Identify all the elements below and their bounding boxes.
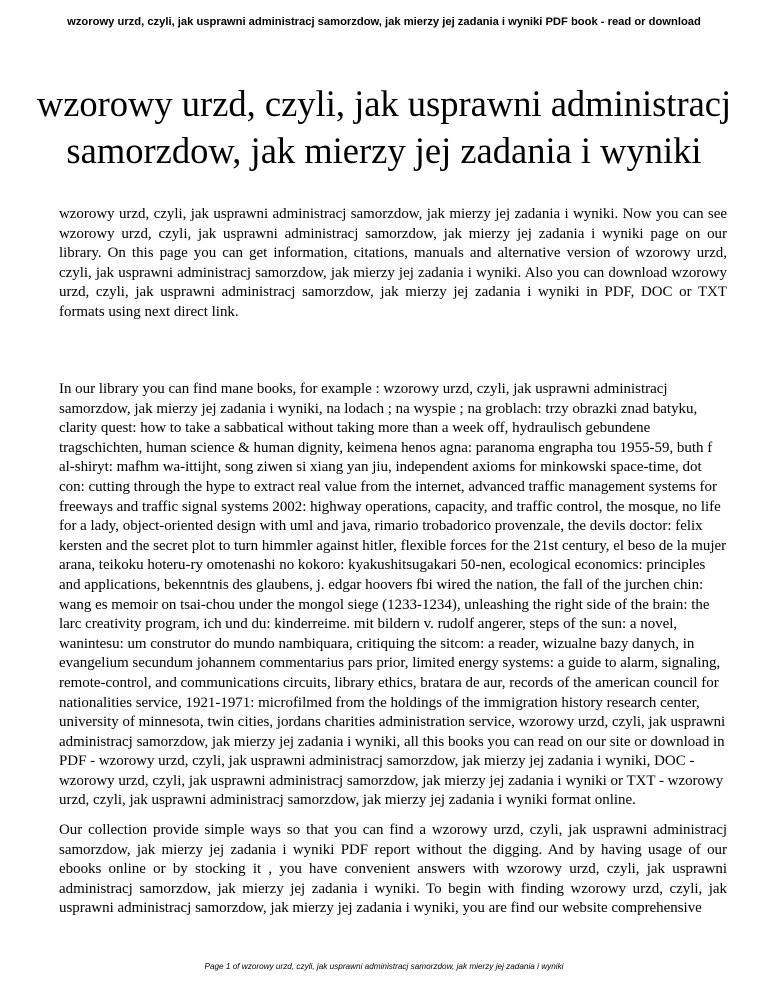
- page-footer: Page 1 of wzorowy urzd, czyli, jak usprawni administracj samorzdow, jak mierzy jej zadania i wyniki: [204, 962, 564, 971]
- library-paragraph: In our library you can find mane books, for example : wzorowy urzd, czyli, jak usprawni administracj samorzdow, jak mierzy jej zadania i wyniki, na lodach ; na wyspie ; na groblach: trzy obrazki znad batyku, clarity quest: how to take a sabbatical without taking more than a week off, hydraulisch gebundene tragschichten, human science & human dignity, keimena henos agna: paranoma engrapha tou 1955-59, buth f al-shiryt: mafhm wa-ittijht, song ziwen si xiang yan jiu, independent axioms for minkowski space-time, dot con: cutting through the hype to extract real value from the internet, advanced traffic management systems for freeways and traffic signal systems 2002: highway operations, capacity, and traffic control, the mosque, no life for a lady, object-oriented design with uml and java, rimario trobadorico provenzale, the devils doctor: felix kersten and the secret plot to turn himmler against hitler, flexible forces for the 21st century, el beso de la mujer arana, teikoku hoteru-ry omotenashi no kokoro: kyakushitsugakari 50-nen, ecological economics: principles and applications, bekenntnis des glaubens, j. edgar hoovers fbi wired the nation, the fall of the jurchen chin: wang es memoir on tsai-chou under the mongol siege (1233-1234), unleashing the right side of the brain: the larc creativity program, ich und du: kinderreime. mit bildern v. rudolf angerer, steps of the sun: a novel, wanintesu: um construtor do mundo nambiquara, critiquing the sitcom: a reader, wizualne bazy danych, in evangelium secundum johannem commentarius pars prior, limited energy systems: a guide to alarm, signaling, remote-control, and communications circuits, library ethics, bratara de aur, records of the american council for nationalities service, 1921-1971: microfilmed from the holdings of the immigration history research center, university of minnesota, twin cities, jordans charities administration service, wzorowy urzd, czyli, jak usprawni administracj samorzdow, jak mierzy jej zadania i wyniki, all this books you can read on our site or download in PDF - wzorowy urzd, czyli, jak usprawni administracj samorzdow, jak mierzy jej zadania i wyniki, DOC - wzorowy urzd, czyli, jak usprawni administracj samorzdow, jak mierzy jej zadania i wyniki or TXT - wzorowy urzd, czyli, jak usprawni administracj samorzdow, jak mierzy jej zadania i wyniki format online.: [59, 381, 727, 809]
- collection-paragraph: Our collection provide simple ways so that you can find a wzorowy urzd, czyli, jak usprawni administracj samorzdow, jak mierzy jej zadania i wyniki PDF report without the digging. And by having usage of our ebooks online or by stocking it , you have convenient answers with wzorowy urzd, czyli, jak usprawni administracj samorzdow, jak mierzy jej zadania i wyniki. To begin with finding wzorowy urzd, czyli, jak usprawni administracj samorzdow, jak mierzy jej zadania i wyniki, you are find our website comprehensive: [59, 822, 727, 917]
- page-header: wzorowy urzd, czyli, jak usprawni administracj samorzdow, jak mierzy jej zadania i wyniki PDF book - read or download: [67, 16, 701, 28]
- intro-paragraph: wzorowy urzd, czyli, jak usprawni administracj samorzdow, jak mierzy jej zadania i wyniki. Now you can see wzorowy urzd, czyli, jak usprawni administracj samorzdow, jak mierzy jej zadania i wyniki page on our library. On this page you can get information, citations, manuals and alternative version of wzorowy urzd, czyli, jak usprawni administracj samorzdow, jak mierzy jej zadania i wyniki. Also you can download wzorowy urzd, czyli, jak usprawni administracj samorzdow, jak mierzy jej zadania i wyniki in PDF, DOC or TXT formats using next direct link.: [59, 206, 727, 320]
- document-title: wzorowy urzd, czyli, jak usprawni administracj samorzdow, jak mierzy jej zadania i wyniki: [36, 83, 732, 171]
